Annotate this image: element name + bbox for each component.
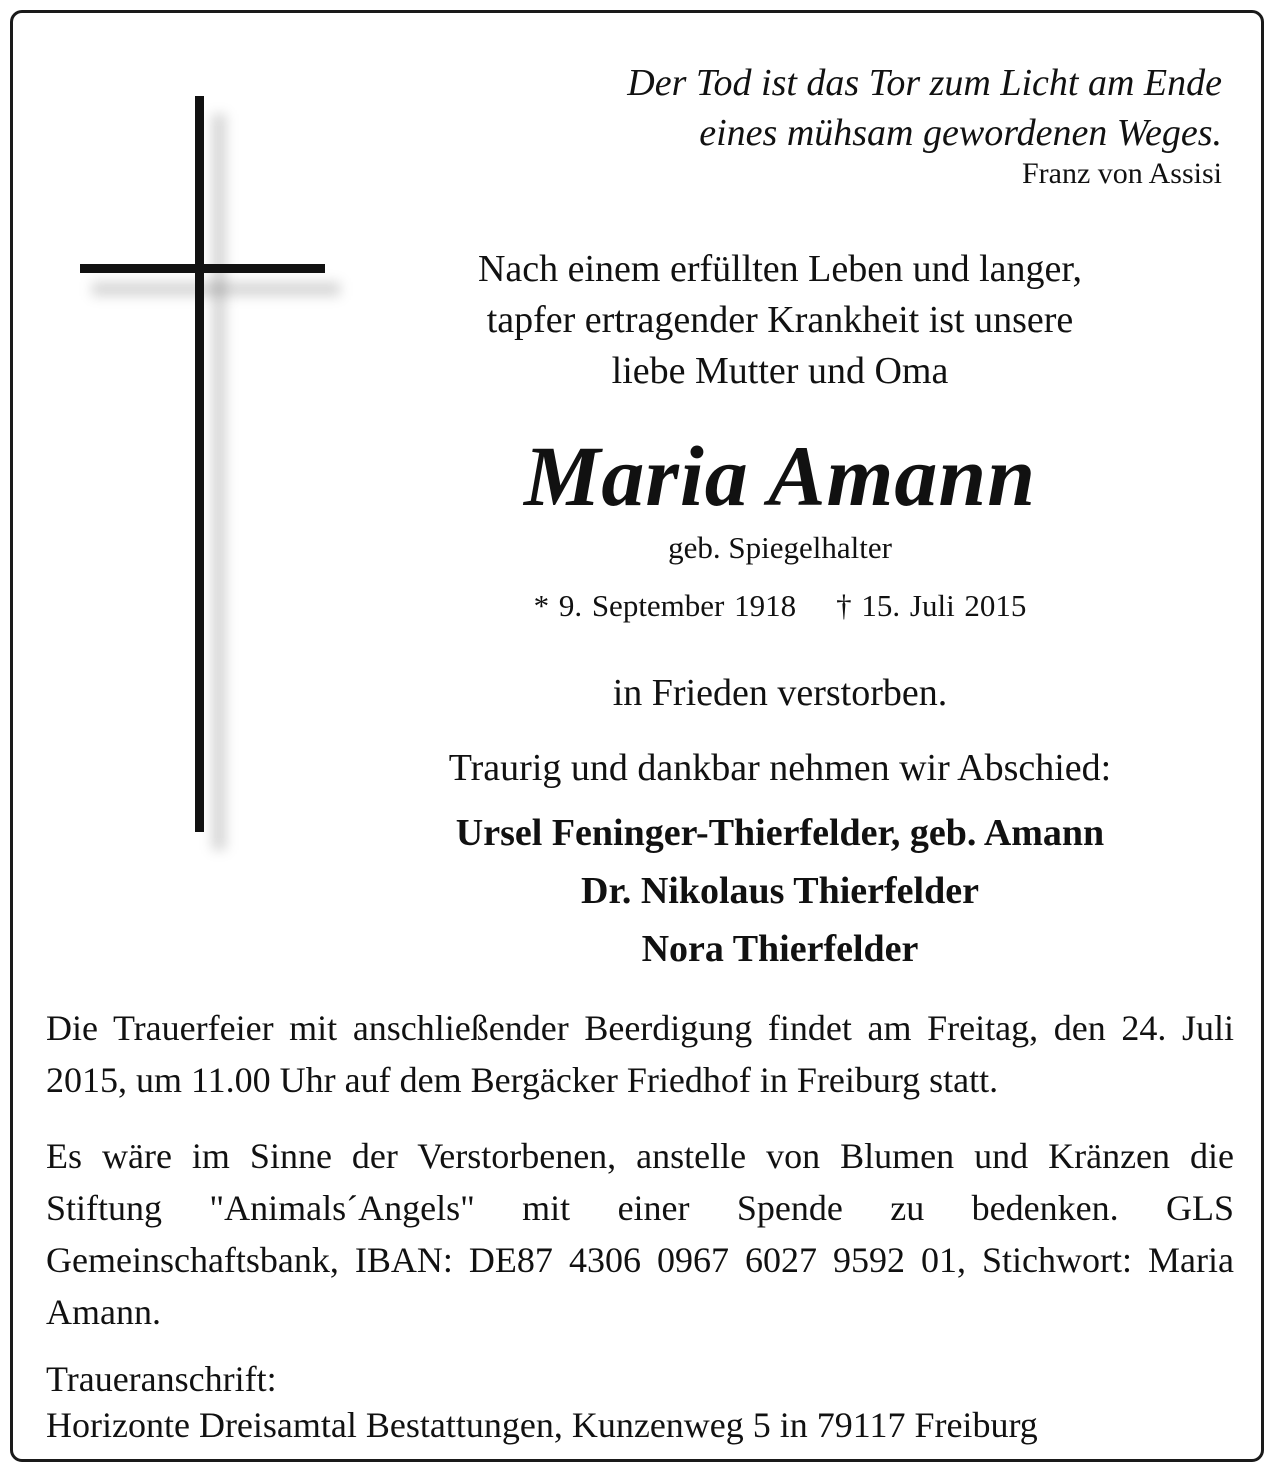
life-dates (340, 586, 1220, 626)
mourner: Ursel Feninger-Thierfelder, geb. Amann (455, 812, 1105, 854)
quote-line: eines mühsam gewordenen Weges. (699, 112, 1222, 154)
mourning-address (46, 1356, 1234, 1448)
mourner: Nora Thierfelder (641, 928, 919, 970)
cross-icon (80, 96, 325, 832)
birth-name: geb. Spiegelhalter (668, 530, 892, 565)
deceased-name: Maria Amann (523, 428, 1037, 524)
ceremony-paragraph: Die Trauerfeier mit anschließender Beerdigung findet am Freitag, den 24. Juli 2015, um 11.00 Uhr auf dem Bergäcker Friedhof in Freiburg statt. (46, 1008, 1234, 1100)
intro-line: tapfer ertragender Krankheit ist unsere (486, 299, 1074, 341)
quote (522, 58, 1222, 158)
intro-line: liebe Mutter und Oma (611, 350, 949, 392)
quote-author: Franz von Assisi (1021, 157, 1222, 190)
mourners-list (340, 804, 1220, 978)
mourner: Dr. Nikolaus Thierfelder (581, 870, 979, 912)
quote-line: Der Tod ist das Tor zum Licht am Ende (627, 62, 1222, 104)
intro-text (340, 244, 1220, 397)
address-text: Horizonte Dreisamtal Bestattungen, Kunzenweg 5 in 79117 Freiburg (46, 1405, 1038, 1445)
intro-line: Nach einem erfüllten Leben und langer, (477, 248, 1083, 290)
birth-date: * 9. September 1918 (533, 588, 797, 623)
farewell-text: Traurig und dankbar nehmen wir Abschied: (448, 747, 1112, 789)
peace-text: in Frieden verstorben. (612, 672, 948, 714)
donation-paragraph: Es wäre im Sinne der Verstorbenen, anstelle von Blumen und Kränzen die Stiftung "Animals´Angels" mit einer Spende zu bedenken. GLS Gemeinschaftsbank, IBAN: DE87 4306 0967 6027 9592 01, Stichwort: Maria Amann. (46, 1136, 1234, 1332)
address-label: Traueranschrift: (46, 1359, 277, 1399)
death-date: † 15. Juli 2015 (836, 588, 1027, 623)
